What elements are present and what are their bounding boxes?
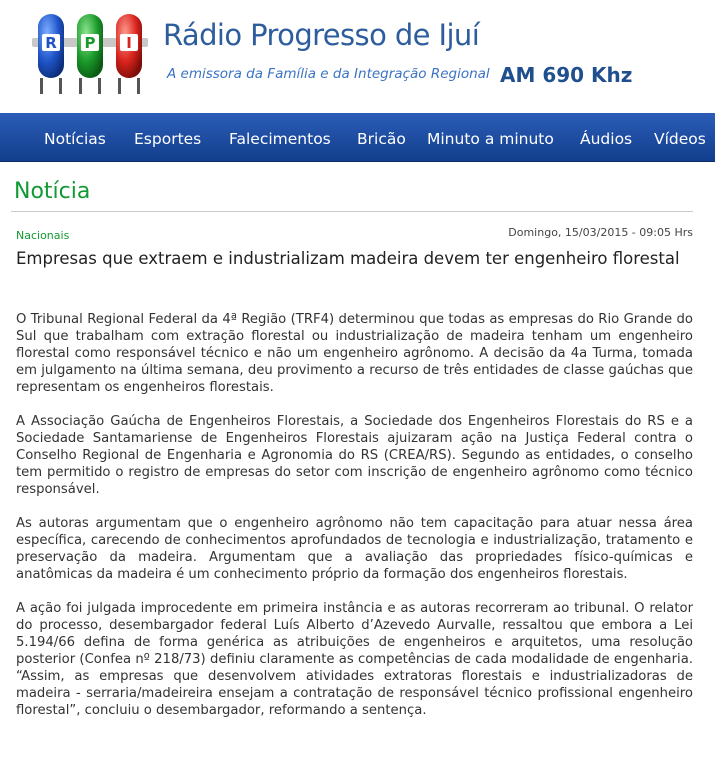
article-body [16, 311, 693, 736]
article-paragraph: O Tribunal Regional Federal da 4ª Região (TRF4) determinou que todas as empresas do Rio Grande do Sul que trabalham com extração florestal ou industrialização de madeira tenham um engenheiro florestal como responsável técnico e não um engenheiro agrônomo. A decisão da 4a Turma, tomada em julgamento na última semana, deu provimento a recurso de três entidades de classe gaúchas que representam os engenheiros florestais. [16, 312, 693, 395]
article-datetime: Domingo, 15/03/2015 - 09:05 Hrs [508, 226, 693, 239]
article-paragraph: A ação foi julgada improcedente em primeira instância e as autoras recorreram ao tribunal. O relator do processo, desembargador federal Luís Alberto d’Azevedo Aurvalle, ressaltou que embora a Lei 5.194/66 defina de forma genérica as atribuições de engenheiros e arquitetos, uma resolução posterior (Confea nº 218/73) definiu claramente as competências de cada modalidade de engenharia. “Assim, as empresas que desenvolvem atividades extratoras florestais e industrializadoras de madeira - serraria/madeireira ensejam a contratação de responsável técnico profissional engenheiro florestal”, concluiu o desembargador, reformando a sentença. [16, 601, 693, 718]
nav-item-videos[interactable]: Vídeos [654, 130, 706, 148]
nav-item-bricao[interactable]: Bricão [357, 130, 406, 148]
svg-text:I: I [126, 34, 132, 52]
section-heading: Notícia [14, 179, 91, 204]
site-tagline: A emissora da Família e da Integração Regional [167, 66, 490, 82]
rpi-logo[interactable] [30, 10, 150, 96]
nav-item-falecimentos[interactable]: Falecimentos [229, 130, 331, 148]
nav-item-minuto-a-minuto[interactable]: Minuto a minuto [427, 130, 554, 148]
site-header [0, 0, 715, 113]
article-headline: Empresas que extraem e industrializam madeira devem ter engenheiro florestal [16, 249, 680, 268]
main-nav [0, 113, 715, 162]
svg-text:R: R [45, 34, 57, 52]
station-frequency: AM 690 Khz [500, 63, 633, 87]
article-paragraph: A Associação Gaúcha de Engenheiros Florestais, a Sociedade dos Engenheiros Florestais do RS e a Sociedade Santamariense de Engenheiros Florestais ajuizaram ação na Justiça Federal contra o Conselho Regional de Engenharia e Agronomia do RS (CREA/RS). Segundo as entidades, o conselho tem permitido o registro de empresas do setor com inscrição de engenheiro agrônomo como técnico responsável. [16, 414, 693, 497]
section-divider [11, 211, 693, 212]
article-category[interactable]: Nacionais [16, 229, 70, 242]
svg-text:P: P [84, 34, 96, 52]
nav-item-esportes[interactable]: Esportes [134, 130, 202, 148]
nav-item-audios[interactable]: Áudios [580, 130, 633, 148]
article-paragraph: As autoras argumentam que o engenheiro agrônomo não tem capacitação para atuar nessa área específica, carecendo de conhecimentos aprofundados de tecnologia e industrialização, tratamento e preservação da madeira. Argumentam que a avaliação das propriedades físico-químicas e anatômicas da madeira é um conhecimento próprio da formação dos engenheiros florestais. [16, 516, 693, 582]
site-title[interactable]: Rádio Progresso de Ijuí [163, 18, 480, 52]
nav-item-noticias[interactable]: Notícias [44, 130, 106, 148]
